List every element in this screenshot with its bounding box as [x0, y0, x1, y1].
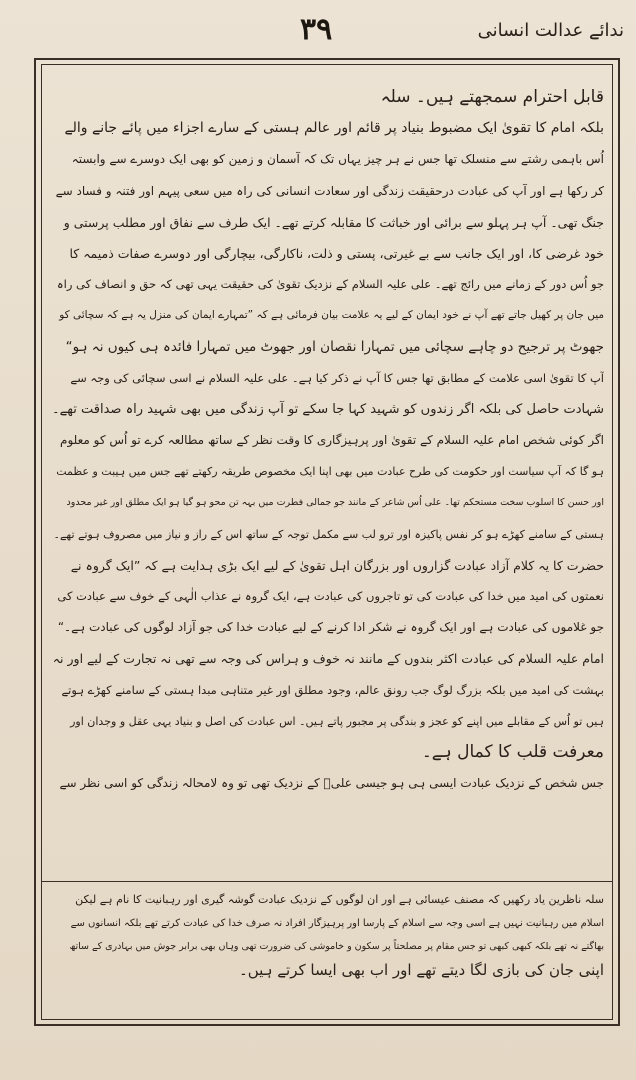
footnote-divider [41, 881, 613, 882]
text-line: امام علیہ السلام کی عبادت اکثر بندوں کے مانند نہ خوف و ہراس کی وجہ سے تھی نہ تجارت کے لیے اور نہ [52, 651, 604, 667]
text-line: جس شخص کے نزدیک عبادت ایسی ہی ہو جیسی علیؑ کے نزدیک تھی تو وہ لامحالہ زندگی کو اسی نظر سے [59, 776, 604, 791]
text-line: اگر کوئی شخص امام علیہ السلام کے تقویٰ اور پرہیزگاری کا وقت نظر کے ساتھ مطالعہ کرے تو اُس کو معلوم [60, 433, 604, 448]
text-line: اُس باہمی رشتے سے منسلک تھا جس نے ہر چیز یہاں تک کہ آسمان و زمین کو بھی ایک دوسرے سے وابستہ [71, 152, 604, 167]
text-line: خود غرضی کا، اور ایک جانب سے بے غیرتی، پستی و ذلت، ناکارگی، بیچارگی اور دوسرے صفات ذمیمہ کا [69, 245, 604, 261]
text-line: جو اُس دور کے زمانے میں رائج تھے۔ علی علیہ السلام کے نزدیک تقویٰ کی حقیقت یہی تھی کہ حق و انصاف کی راہ [56, 277, 604, 292]
text-line: اور حسن کا اسلوب سخت مستحکم تھا۔ علی اُس شاعر کے مانند جو جمالی فطرت میں بہہ تن محو ہو گیا ہو ایک مطلق اور غیر محدود [66, 497, 604, 509]
text-line: کر رکھا ہے اور آپ کی عبادت درحقیقت زندگی اور سعادت انسانی کی راہ میں سعی پیہم اور فتنہ و فساد سے [55, 183, 604, 198]
text-line: جنگ تھی۔ آپ ہر پہلو سے برائی اور خباثت کا مقابلہ کرتے تھے۔ ایک طرف سے نفاق اور مطلب پرستی و [63, 214, 604, 230]
footnote [52, 888, 604, 982]
text-line: جھوٹ پر ترجیح دو چاہے سچائی میں تمہارا نقصان اور جھوٹ میں تمہارا فائدہ ہی کیوں نہ ہو“ [65, 338, 604, 355]
text-line: قابل احترام سمجھتے ہیں۔ سلہ [380, 87, 604, 107]
text-line: جو غلاموں کی عبادت ہے اور ایک گروہ نے شکر ادا کرنے کے لیے عبادت خدا کی جو آزاد لوگوں کی عبادت ہے۔“ [57, 620, 604, 635]
text-line: میں جان پر کھیل جاتے تھے آپ نے خود ایمان کے لیے یہ علامت بیان فرمائی ہے کہ ”تمہارے ایمان کی منزل یہ ہے کہ سچائی کو [59, 309, 604, 322]
text-line: ہیں تو اُس کے مقابلے میں اپنے کو عجز و بندگی پر مجبور پاتے ہیں۔ اس عبادت کی اصل و بنیاد یہی عقل و وجدان اور [70, 714, 604, 728]
text-line: نعمتوں کی امید میں خدا کی عبادت کی تو تاجروں کی عبادت ہے، ایک گروہ نے عذاب الٰہی کے خوف سے عبادت کی [57, 589, 604, 603]
page-header [0, 6, 636, 54]
text-line: آپ کا تقویٰ اسی علامت کے مطابق تھا جس کا آپ نے ذکر کیا ہے۔ علی علیہ السلام نے اسی سچائی کی وجہ سے [70, 370, 604, 385]
text-line: شہادت حاصل کی بلکہ اگر زندوں کو شہید کہا جا سکے تو آپ زندگی میں بھی شہید راہ صداقت تھے۔ [52, 401, 604, 417]
text-line: بہشت کی امید میں بلکہ بزرگ لوگ جب رونق عالم، وجود مطلق اور غیر متناہی مبدا ہستی کے سامنے کھڑے ہوتے [61, 682, 604, 697]
footnote-line: اسلام میں رہبانیت نہیں ہے اسی وجہ سے اسلام کے پارسا اور پرہیزگار افراد نہ صرف خدا کی عبادت کرتے تھے بلکہ انسانوں سے [70, 917, 604, 929]
text-line: معرفت قلب کا کمال ہے۔ [421, 741, 604, 762]
footnote-line: سلہ ناظرین یاد رکھیں کہ مصنف عیسائی ہے اور ان لوگوں کے نزدیک عبادت گوشہ گیری اور رہبانیت کا نام ہے لیکن [75, 893, 604, 906]
text-line: ہو گا کہ آپ سیاست اور حکومت کی طرح عبادت میں بھی اپنا ایک مخصوص طریقہ رکھتے تھے جس میں ہیبت و عظمت [56, 465, 604, 479]
footnote-line: اپنی جان کی بازی لگا دیتے تھے اور اب بھی ایسا کرتے ہیں۔ [238, 960, 604, 979]
text-line: حضرت کا یہ کلام آزاد عبادت گزاروں اور بزرگان اہل تقویٰ کے لیے ایک بڑی ہدایت ہے کہ ”ایک گروہ نے [70, 557, 604, 573]
page-number: ۳۹ [300, 12, 333, 47]
footnote-line: بھاگتے نہ تھے بلکہ کبھی کبھی تو جس مقام پر مصلحتاً پر سکون و خاموشی کی ضرورت تھی وہاں بھی برابر جوش میں بہادری کے ساتھ [69, 941, 604, 952]
main-text [52, 82, 604, 799]
running-title: ندائے عدالت انسانی [477, 20, 624, 41]
text-line: ہستی کے سامنے کھڑے ہو کر نفس پاکیزہ اور ترو لب سے مکمل توجہ کے ساتھ اس کے راز و نیاز میں مصروف ہوتے تھے۔ [53, 527, 604, 541]
text-line: بلکہ امام کا تقویٰ ایک مضبوط بنیاد پر قائم اور عالم ہستی کے سارے اجزاء میں پائے جانے والے [64, 120, 604, 137]
